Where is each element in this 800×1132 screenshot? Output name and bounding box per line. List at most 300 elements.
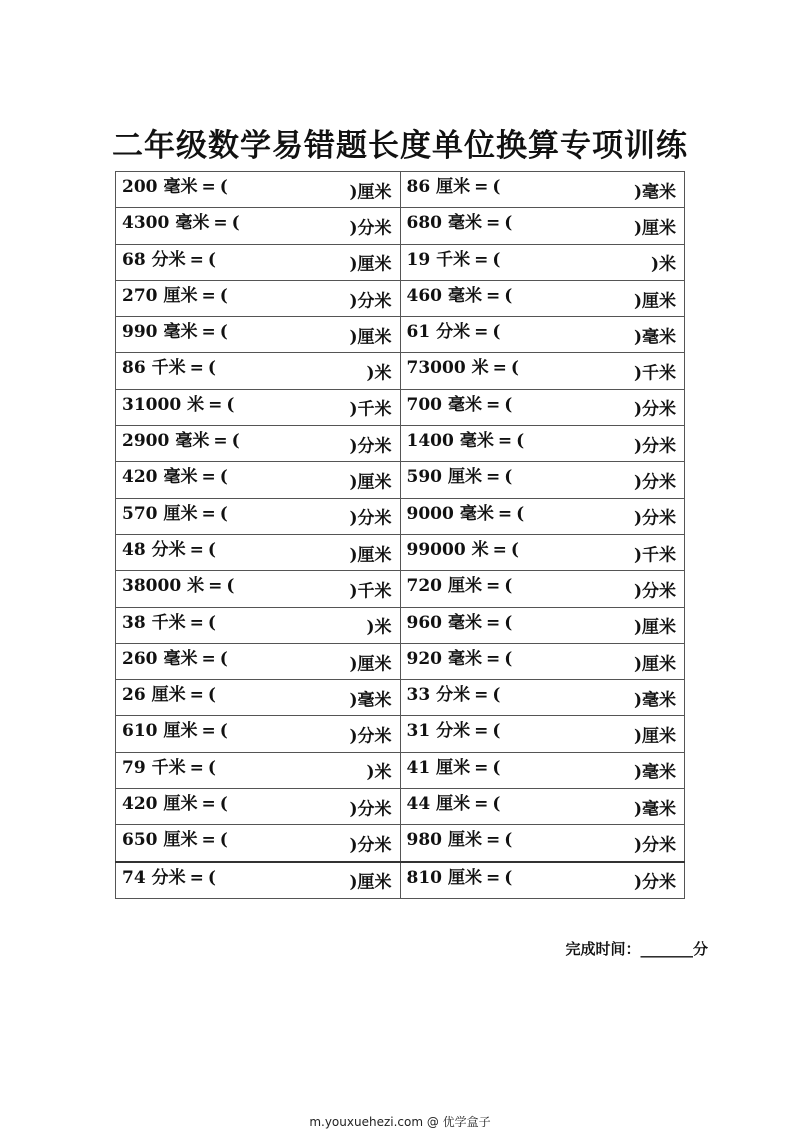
open-paren: ( [492,249,501,270]
target-unit: 毫米 [642,327,676,348]
table-row [116,716,685,752]
conversion-problem [407,789,685,824]
source-unit: 米 [187,576,205,597]
problem-cell [400,862,685,899]
target-unit: 厘米 [357,327,392,348]
close-paren: ) [349,472,358,493]
target-unit: 分米 [642,436,676,457]
target-unit: 厘米 [357,254,392,275]
equals-sign: = [486,467,501,488]
equals-sign: = [189,249,204,270]
problem-number: 68 [122,249,146,270]
conversion-problem [122,317,400,352]
open-paren: ( [492,685,501,706]
problem-number: 680 [406,213,442,234]
conversion-problem [407,680,685,715]
problem-cell [400,534,685,570]
problem-cell [116,317,401,353]
table-row [116,208,685,244]
problem-cell [400,317,685,353]
source-unit: 毫米 [175,431,210,452]
open-paren: ( [504,612,513,633]
equals-sign: = [189,358,204,379]
conversion-problem [407,208,685,243]
problem-number: 38000 [122,576,182,597]
equals-sign: = [486,576,501,597]
table-row [116,498,685,534]
problem-cell [116,462,401,498]
answer-unit-group [634,431,676,456]
answer-unit-group [634,213,676,238]
equals-sign: = [474,685,489,706]
close-paren: ) [366,617,375,638]
problem-number: 86 [406,177,431,197]
target-unit: 千米 [357,581,392,602]
problem-cell [400,607,685,643]
problem-cell [400,244,685,280]
close-paren: ) [349,872,358,893]
problem-cell [400,498,685,534]
source-unit: 千米 [436,249,471,270]
answer-unit-group [634,758,676,783]
problem-number: 26 [122,685,146,706]
answer-unit-group [634,468,676,493]
table-row [116,680,685,716]
table-row [116,353,685,389]
open-paren: ( [219,830,228,851]
equals-sign: = [201,177,216,197]
close-paren: ) [349,835,358,856]
problem-cell [400,280,685,316]
problem-cell [400,643,685,679]
answer-unit-group [349,286,391,311]
conversion-problem [407,608,685,643]
table-row [116,752,685,788]
answer-unit-group [349,504,391,529]
close-paren: ) [349,327,358,348]
open-paren: ( [492,757,501,778]
table-row [116,244,685,280]
source-unit: 厘米 [151,685,186,706]
close-paren: ) [633,726,642,747]
table-row [116,643,685,679]
answer-unit-group [634,504,676,529]
problem-cell [400,571,685,607]
conversion-problem [407,753,685,788]
close-paren: ) [633,218,642,239]
problem-number: 1400 [406,431,454,452]
target-unit: 米 [374,617,392,638]
target-unit: 厘米 [357,472,392,493]
answer-unit-group [634,722,676,747]
target-unit: 毫米 [357,690,392,711]
close-paren: ) [349,254,358,275]
open-paren: ( [219,467,228,488]
equals-sign: = [201,830,216,851]
equals-sign: = [486,830,501,851]
answer-unit-group [634,395,676,420]
problem-cell [400,389,685,425]
close-paren: ) [349,799,358,820]
equals-sign: = [486,285,501,306]
conversion-problem [122,208,400,243]
open-paren: ( [504,576,513,597]
equals-sign: = [189,757,204,778]
problem-number: 650 [122,830,158,851]
problem-cell [116,643,401,679]
conversion-problem [122,753,400,788]
equals-sign: = [201,721,216,742]
answer-unit-group [349,830,391,855]
conversion-problem [407,863,685,898]
conversion-problem [122,499,400,534]
source-unit: 毫米 [163,467,198,488]
problem-number: 9000 [406,503,454,524]
equals-sign: = [189,612,204,633]
close-paren: ) [633,472,642,493]
equals-sign: = [474,249,489,270]
conversion-problem [407,353,685,388]
answer-unit-group [634,540,676,565]
target-unit: 分米 [357,508,392,529]
problem-number: 990 [122,322,158,343]
target-unit: 米 [659,254,676,275]
completion-time: 完成时间：_______分 [565,940,708,958]
close-paren: ) [633,872,642,893]
close-paren: ) [349,690,358,711]
source-unit: 厘米 [436,177,471,197]
answer-unit-group [349,322,391,347]
answer-unit-group [634,359,676,384]
open-paren: ( [504,830,513,851]
source-unit: 米 [471,358,489,379]
equals-sign: = [486,394,501,415]
close-paren: ) [633,690,642,711]
conversion-problem [122,172,400,207]
close-paren: ) [633,835,642,856]
source-unit: 厘米 [448,867,482,888]
target-unit: 毫米 [642,799,676,820]
problem-number: 960 [406,612,442,633]
equals-sign: = [189,685,204,706]
open-paren: ( [226,576,235,597]
table-row [116,317,685,353]
answer-unit-group [634,830,676,855]
equals-sign: = [208,576,223,597]
equals-sign: = [492,358,507,379]
problem-cell [116,862,401,899]
answer-unit-group [634,286,676,311]
table-row [116,607,685,643]
problem-number: 4300 [122,213,170,234]
target-unit: 分米 [357,799,392,820]
problem-cell [116,571,401,607]
open-paren: ( [492,794,501,815]
problem-number: 260 [122,648,158,669]
answer-unit-group [634,177,676,202]
equals-sign: = [208,394,223,415]
source-unit: 米 [187,394,205,415]
problem-number: 48 [122,539,146,560]
close-paren: ) [633,327,642,348]
equals-sign: = [201,503,216,524]
target-unit: 厘米 [642,218,676,239]
target-unit: 分米 [357,726,392,747]
answer-unit-group [349,685,391,710]
close-paren: ) [349,182,358,203]
equals-sign: = [497,431,513,452]
source-unit: 厘米 [163,830,198,851]
close-paren: ) [633,799,642,820]
target-unit: 分米 [357,218,392,239]
conversion-problem [407,535,685,570]
open-paren: ( [207,685,216,706]
equals-sign: = [486,612,501,633]
conversion-problem [122,535,400,570]
equals-sign: = [492,539,507,560]
open-paren: ( [219,177,228,197]
conversion-problem [122,353,400,388]
source-unit: 毫米 [459,503,494,524]
problem-number: 610 [122,721,158,742]
equals-sign: = [497,503,513,524]
close-paren: ) [633,291,642,312]
open-paren: ( [219,648,228,669]
answer-unit-group [349,468,391,493]
conversion-problem [122,608,400,643]
problem-number: 810 [406,867,442,888]
close-paren: ) [633,399,642,420]
table-row [116,789,685,825]
target-unit: 千米 [642,363,676,384]
problem-number: 33 [406,685,431,706]
equals-sign: = [201,322,216,343]
open-paren: ( [231,213,240,234]
equals-sign: = [189,539,204,560]
conversion-problem [407,571,685,606]
open-paren: ( [510,358,519,379]
close-paren: ) [349,654,358,674]
equals-sign: = [189,867,204,888]
open-paren: ( [510,539,519,560]
conversion-problem [122,462,400,497]
target-unit: 分米 [642,472,676,493]
open-paren: ( [492,322,501,343]
conversion-problem [122,863,400,898]
equals-sign: = [486,213,501,234]
source-unit: 毫米 [448,394,482,415]
target-unit: 毫米 [642,182,676,203]
source-unit: 毫米 [448,612,482,633]
conversion-problem [122,426,400,461]
source-unit: 厘米 [163,721,198,742]
problem-cell [400,789,685,825]
problem-number: 31000 [122,394,182,415]
conversion-problem [122,680,400,715]
problem-number: 19 [406,249,431,270]
target-unit: 分米 [642,581,676,602]
answer-unit-group [349,868,391,893]
open-paren: ( [231,431,240,452]
target-unit: 分米 [642,835,676,856]
open-paren: ( [207,249,216,270]
answer-unit-group [634,685,676,710]
open-paren: ( [504,285,513,306]
conversion-problem [122,245,400,280]
target-unit: 厘米 [642,291,676,312]
target-unit: 厘米 [357,654,392,674]
problem-number: 920 [406,648,442,669]
source-unit: 毫米 [163,648,198,669]
answer-unit-group [349,213,391,238]
table-row [116,426,685,462]
problem-number: 200 [122,177,158,197]
source-unit: 分米 [151,539,186,560]
close-paren: ) [633,363,642,384]
source-unit: 厘米 [436,794,471,815]
source-unit: 厘米 [448,576,482,597]
problem-cell [400,426,685,462]
close-paren: ) [650,254,659,275]
target-unit: 厘米 [357,545,392,566]
open-paren: ( [226,394,235,415]
problem-number: 41 [406,757,431,778]
close-paren: ) [349,436,358,457]
answer-unit-group [366,758,391,783]
conversion-problem [407,825,685,860]
close-paren: ) [349,545,358,566]
target-unit: 分米 [642,872,676,893]
equals-sign: = [201,794,216,815]
source-unit: 分米 [436,721,471,742]
answer-unit-group [349,540,391,565]
conversion-problem [407,317,685,352]
answer-unit-group [634,868,676,893]
problem-cell [116,789,401,825]
equals-sign: = [474,721,489,742]
table-row [116,462,685,498]
source-unit: 千米 [151,358,186,379]
problem-number: 99000 [406,539,466,560]
target-unit: 厘米 [642,654,676,674]
close-paren: ) [366,762,375,783]
open-paren: ( [492,721,501,742]
problem-cell [400,462,685,498]
target-unit: 厘米 [642,726,676,747]
open-paren: ( [504,394,513,415]
table-row [116,571,685,607]
source-unit: 毫米 [448,213,482,234]
source-unit: 厘米 [163,285,198,306]
problem-cell [116,752,401,788]
problem-cell [116,534,401,570]
problem-cell [116,607,401,643]
target-unit: 米 [374,363,392,384]
problem-cell [116,680,401,716]
equals-sign: = [486,867,501,888]
answer-unit-group [349,250,391,275]
conversion-problem [407,426,685,461]
open-paren: ( [219,721,228,742]
problem-number: 720 [406,576,442,597]
problem-cell [400,716,685,752]
problem-number: 44 [406,794,431,815]
open-paren: ( [207,612,216,633]
conversion-problem [122,571,400,606]
equals-sign: = [213,431,228,452]
answer-unit-group [634,649,676,674]
target-unit: 厘米 [642,617,676,638]
open-paren: ( [504,867,513,888]
source-unit: 厘米 [163,503,198,524]
conversion-problem [407,245,685,280]
problem-number: 79 [122,757,146,778]
problem-cell [116,208,401,244]
problem-number: 31 [406,721,431,742]
problem-number: 73000 [406,358,466,379]
equals-sign: = [474,757,489,778]
conversion-problem [122,789,400,824]
source-unit: 米 [471,539,489,560]
answer-unit-group [634,322,676,347]
conversion-problem [122,281,400,316]
source-unit: 分米 [436,322,471,343]
table-row [116,389,685,425]
source-unit: 毫米 [448,648,482,669]
conversion-problem [407,172,685,207]
answer-unit-group [634,576,676,601]
open-paren: ( [219,503,228,524]
open-paren: ( [219,285,228,306]
close-paren: ) [349,581,358,602]
problem-cell [400,172,685,208]
conversion-problem [122,716,400,751]
close-paren: ) [633,654,642,674]
close-paren: ) [633,508,642,529]
equals-sign: = [213,213,228,234]
target-unit: 分米 [642,508,676,529]
open-paren: ( [516,431,525,452]
close-paren: ) [349,218,358,239]
problem-number: 61 [406,322,431,343]
source-unit: 厘米 [448,830,482,851]
equals-sign: = [201,285,216,306]
problem-cell [116,353,401,389]
source-unit: 毫米 [459,431,494,452]
answer-unit-group [366,613,391,638]
open-paren: ( [207,867,216,888]
conversion-problem [122,644,400,679]
answer-unit-group [349,649,391,674]
answer-unit-group [349,431,391,456]
problem-number: 420 [122,794,158,815]
open-paren: ( [219,322,228,343]
table-row [116,534,685,570]
problem-cell [116,280,401,316]
problem-cell [116,389,401,425]
answer-unit-group [349,794,391,819]
table-row [116,862,685,899]
footer-watermark: m.youxuehezi.com @ 优学盒子 [309,1115,491,1129]
open-paren: ( [516,503,525,524]
target-unit: 毫米 [642,690,676,711]
problem-cell [116,498,401,534]
equals-sign: = [474,322,489,343]
problem-cell [116,244,401,280]
table-row [116,825,685,862]
close-paren: ) [633,581,642,602]
conversion-problem [407,281,685,316]
